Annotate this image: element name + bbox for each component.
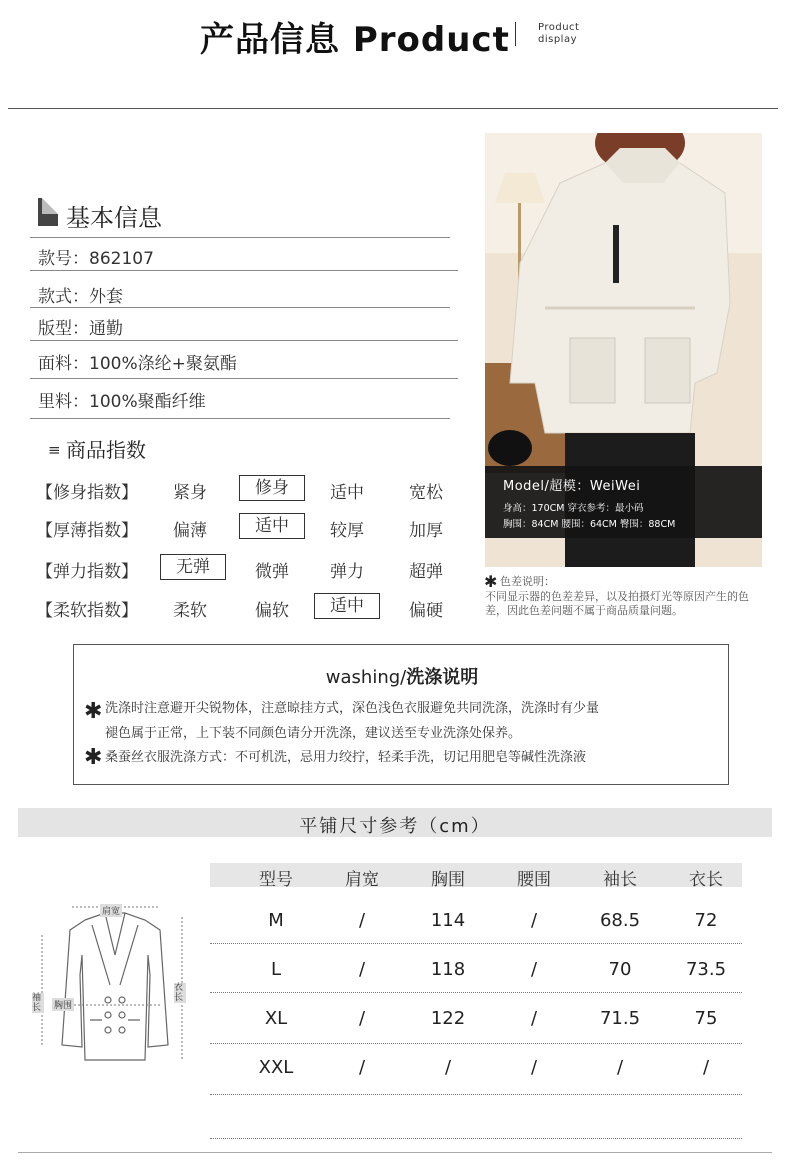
divider — [30, 378, 458, 379]
diagram-label-shoulder: 肩宽 — [100, 904, 122, 917]
index-option: 微弹 — [255, 562, 289, 582]
info-value: 100%涤纶+聚氨酯 — [89, 354, 237, 374]
info-row-fit — [38, 314, 123, 339]
index-option: 偏薄 — [173, 521, 207, 541]
divider — [30, 270, 458, 271]
table-cell: / — [616, 1057, 624, 1078]
table-row — [210, 1008, 742, 1032]
table-cell: M — [268, 910, 284, 931]
table-cell: / — [358, 1057, 366, 1078]
size-title: 平铺尺寸参考（cm） — [299, 816, 491, 837]
table-cell: / — [530, 1008, 538, 1029]
washing-title — [74, 663, 730, 689]
index-label: 【弹力指数】 — [36, 562, 138, 582]
washing-line-3: 桑蚕丝衣服洗涤方式：不可机洗，忌用力绞拧，轻柔手洗，切记用肥皂等碱性洗涤液 — [105, 750, 587, 765]
bottom-rule — [18, 1152, 772, 1153]
row-divider — [210, 1138, 742, 1139]
basic-info-title: 基本信息 — [66, 204, 162, 232]
index-option: 偏硬 — [409, 601, 443, 621]
table-cell: 70 — [608, 959, 632, 980]
index-option: 宽松 — [409, 483, 443, 503]
info-label: 版型： — [38, 319, 89, 339]
info-row-style — [38, 282, 123, 307]
info-label: 款式： — [38, 287, 89, 307]
model-measure-2: 胸围：84CM 腰围：64CM 臀围：88CM — [503, 519, 676, 530]
table-row — [210, 910, 742, 934]
table-cell: / — [358, 959, 366, 980]
table-cell: 75 — [694, 1008, 718, 1029]
table-cell: 73.5 — [685, 959, 727, 980]
row-divider — [210, 943, 742, 944]
info-label: 面料： — [38, 354, 89, 374]
star-icon: ✱ — [84, 699, 103, 724]
info-value: 100%聚酯纤维 — [89, 392, 206, 412]
star-icon: ✱ — [84, 745, 103, 770]
index-option-selected: 无弹 — [160, 554, 226, 580]
subtitle-line-1: Product — [538, 22, 580, 33]
washing-line-2: 褪色属于正常，上下装不同颜色请分开洗涤，建议送至专业洗涤处保养。 — [105, 726, 522, 741]
document-icon — [38, 198, 58, 226]
washing-title-cn: 洗涤说明 — [406, 667, 479, 688]
th-shoulder: 肩宽 — [345, 870, 379, 890]
table-cell: / — [358, 1008, 366, 1029]
info-row-style-no — [38, 244, 154, 269]
th-size: 型号 — [259, 870, 293, 890]
divider — [30, 418, 450, 419]
garment-diagram — [30, 895, 200, 1085]
star-icon: ✱ — [484, 572, 498, 591]
th-waist: 腰围 — [517, 870, 551, 890]
table-cell: XXL — [258, 1057, 294, 1078]
model-measure-1: 身高：170CM 穿衣参考：最小码 — [503, 503, 644, 514]
info-value: 862107 — [89, 249, 154, 269]
table-cell: / — [530, 1057, 538, 1078]
table-cell: 71.5 — [599, 1008, 641, 1029]
table-cell: 72 — [694, 910, 718, 931]
index-option-selected: 修身 — [239, 475, 305, 501]
model-caption — [485, 466, 762, 538]
divider — [30, 307, 450, 308]
index-option: 适中 — [330, 483, 364, 503]
th-length: 衣长 — [689, 870, 723, 890]
table-cell: / — [444, 1057, 452, 1078]
th-chest: 胸围 — [431, 870, 465, 890]
washing-title-en: washing/ — [325, 667, 407, 688]
index-option-selected: 适中 — [314, 593, 380, 619]
table-cell: 68.5 — [599, 910, 641, 931]
row-divider — [210, 1094, 742, 1095]
index-option: 紧身 — [173, 483, 207, 503]
table-cell: 122 — [430, 1008, 466, 1029]
color-diff-title: 色差说明： — [500, 575, 555, 588]
index-option-selected: 适中 — [239, 513, 305, 539]
color-diff-text: 不同显示器的色差差异，以及拍摄灯光等原因产生的色差，因此色差问题不属于商品质量问题。 — [485, 590, 749, 617]
row-divider — [210, 1043, 742, 1044]
table-row — [210, 959, 742, 983]
index-title: 商品指数 — [66, 438, 146, 462]
table-cell: / — [530, 910, 538, 931]
row-divider — [210, 992, 742, 993]
index-option: 较厚 — [330, 521, 364, 541]
subtitle-line-2: display — [538, 34, 578, 45]
table-cell: / — [358, 910, 366, 931]
table-cell: XL — [264, 1008, 288, 1029]
info-row-fabric — [38, 349, 237, 374]
diagram-label-sleeve: 袖长 — [32, 993, 44, 1013]
index-option: 加厚 — [409, 521, 443, 541]
table-cell: / — [530, 959, 538, 980]
index-option: 柔软 — [173, 601, 207, 621]
index-label: 【柔软指数】 — [36, 601, 138, 621]
index-label: 【厚薄指数】 — [36, 521, 138, 541]
title-divider — [515, 22, 516, 46]
title-subtitle — [538, 22, 579, 46]
diagram-label-chest: 胸围 — [52, 998, 74, 1011]
size-table-header — [210, 863, 742, 890]
divider — [30, 340, 458, 341]
page-title: 产品信息 Product — [200, 20, 510, 60]
table-cell: / — [702, 1057, 710, 1078]
info-label: 款号： — [38, 249, 89, 269]
table-row — [210, 1057, 742, 1081]
model-name: Model/超模：WeiWei — [503, 479, 641, 494]
diagram-label-length: 衣长 — [174, 983, 186, 1003]
th-sleeve: 袖长 — [603, 870, 637, 890]
info-value: 外套 — [89, 287, 123, 307]
header-rule — [8, 108, 778, 109]
info-row-lining — [38, 387, 206, 412]
size-title-bar — [18, 808, 772, 837]
washing-box — [73, 644, 729, 785]
index-option: 偏软 — [255, 601, 289, 621]
table-cell: 118 — [430, 959, 466, 980]
index-option: 弹力 — [330, 562, 364, 582]
washing-line-1: 洗涤时注意避开尖锐物体，注意晾挂方式，深色浅色衣服避免共同洗涤，洗涤时有少量 — [105, 701, 600, 716]
info-value: 通勤 — [89, 319, 123, 339]
divider — [30, 237, 450, 238]
index-option: 超弹 — [409, 562, 443, 582]
list-icon: ≡ — [48, 441, 61, 459]
table-cell: L — [270, 959, 282, 980]
info-label: 里料： — [38, 392, 89, 412]
table-cell: 114 — [430, 910, 466, 931]
index-label: 【修身指数】 — [36, 483, 138, 503]
